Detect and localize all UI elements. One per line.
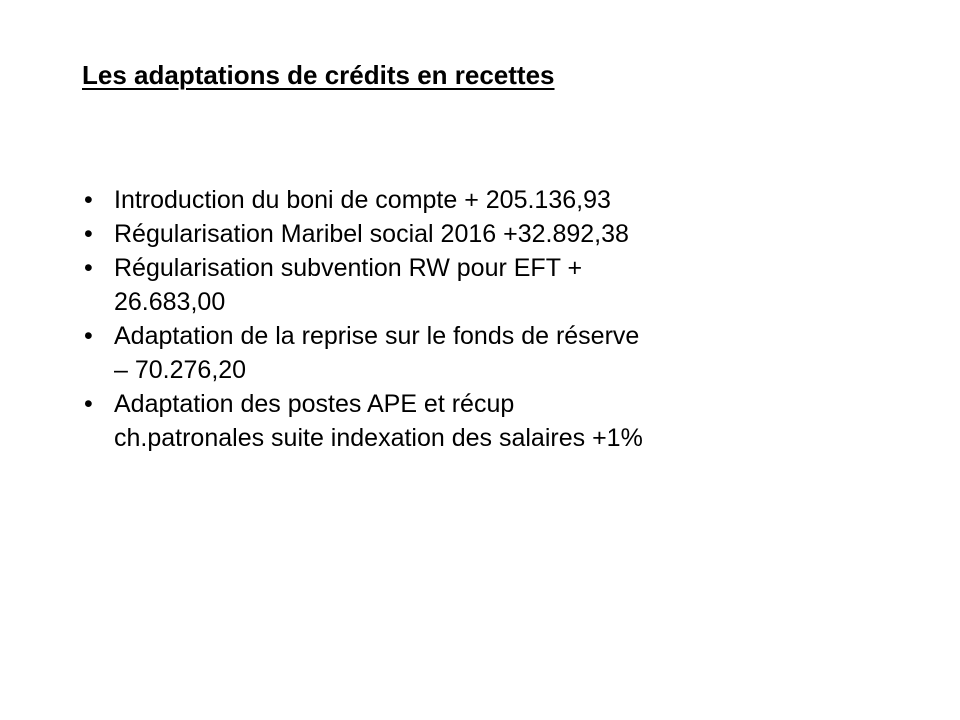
bullet-dot-icon: • <box>84 220 93 248</box>
bullet-list <box>82 183 802 455</box>
bullet-text-line: Régularisation Maribel social 2016 +32.892,38 <box>114 220 629 248</box>
bullet-item <box>82 251 802 319</box>
bullet-text-line: – 70.276,20 <box>114 356 247 384</box>
bullet-item <box>82 387 802 455</box>
bullet-item <box>82 217 802 251</box>
bullet-text-line: Adaptation des postes APE et récup <box>114 390 515 418</box>
bullet-text-line: Régularisation subvention RW pour EFT + <box>114 254 583 282</box>
bullet-text-line: ch.patronales suite indexation des salaires +1% <box>114 424 643 452</box>
bullet-dot-icon: • <box>84 186 93 214</box>
bullet-text-line: Introduction du boni de compte + 205.136,93 <box>114 186 611 214</box>
bullet-dot-icon: • <box>84 390 93 418</box>
bullet-dot-icon: • <box>84 254 93 282</box>
bullet-dot-icon: • <box>84 322 93 350</box>
bullet-item <box>82 183 802 217</box>
bullet-text-line: 26.683,00 <box>114 288 226 316</box>
bullet-text-line: Adaptation de la reprise sur le fonds de réserve <box>114 322 640 350</box>
bullet-item <box>82 319 802 387</box>
slide-title: Les adaptations de crédits en recettes <box>82 60 555 90</box>
